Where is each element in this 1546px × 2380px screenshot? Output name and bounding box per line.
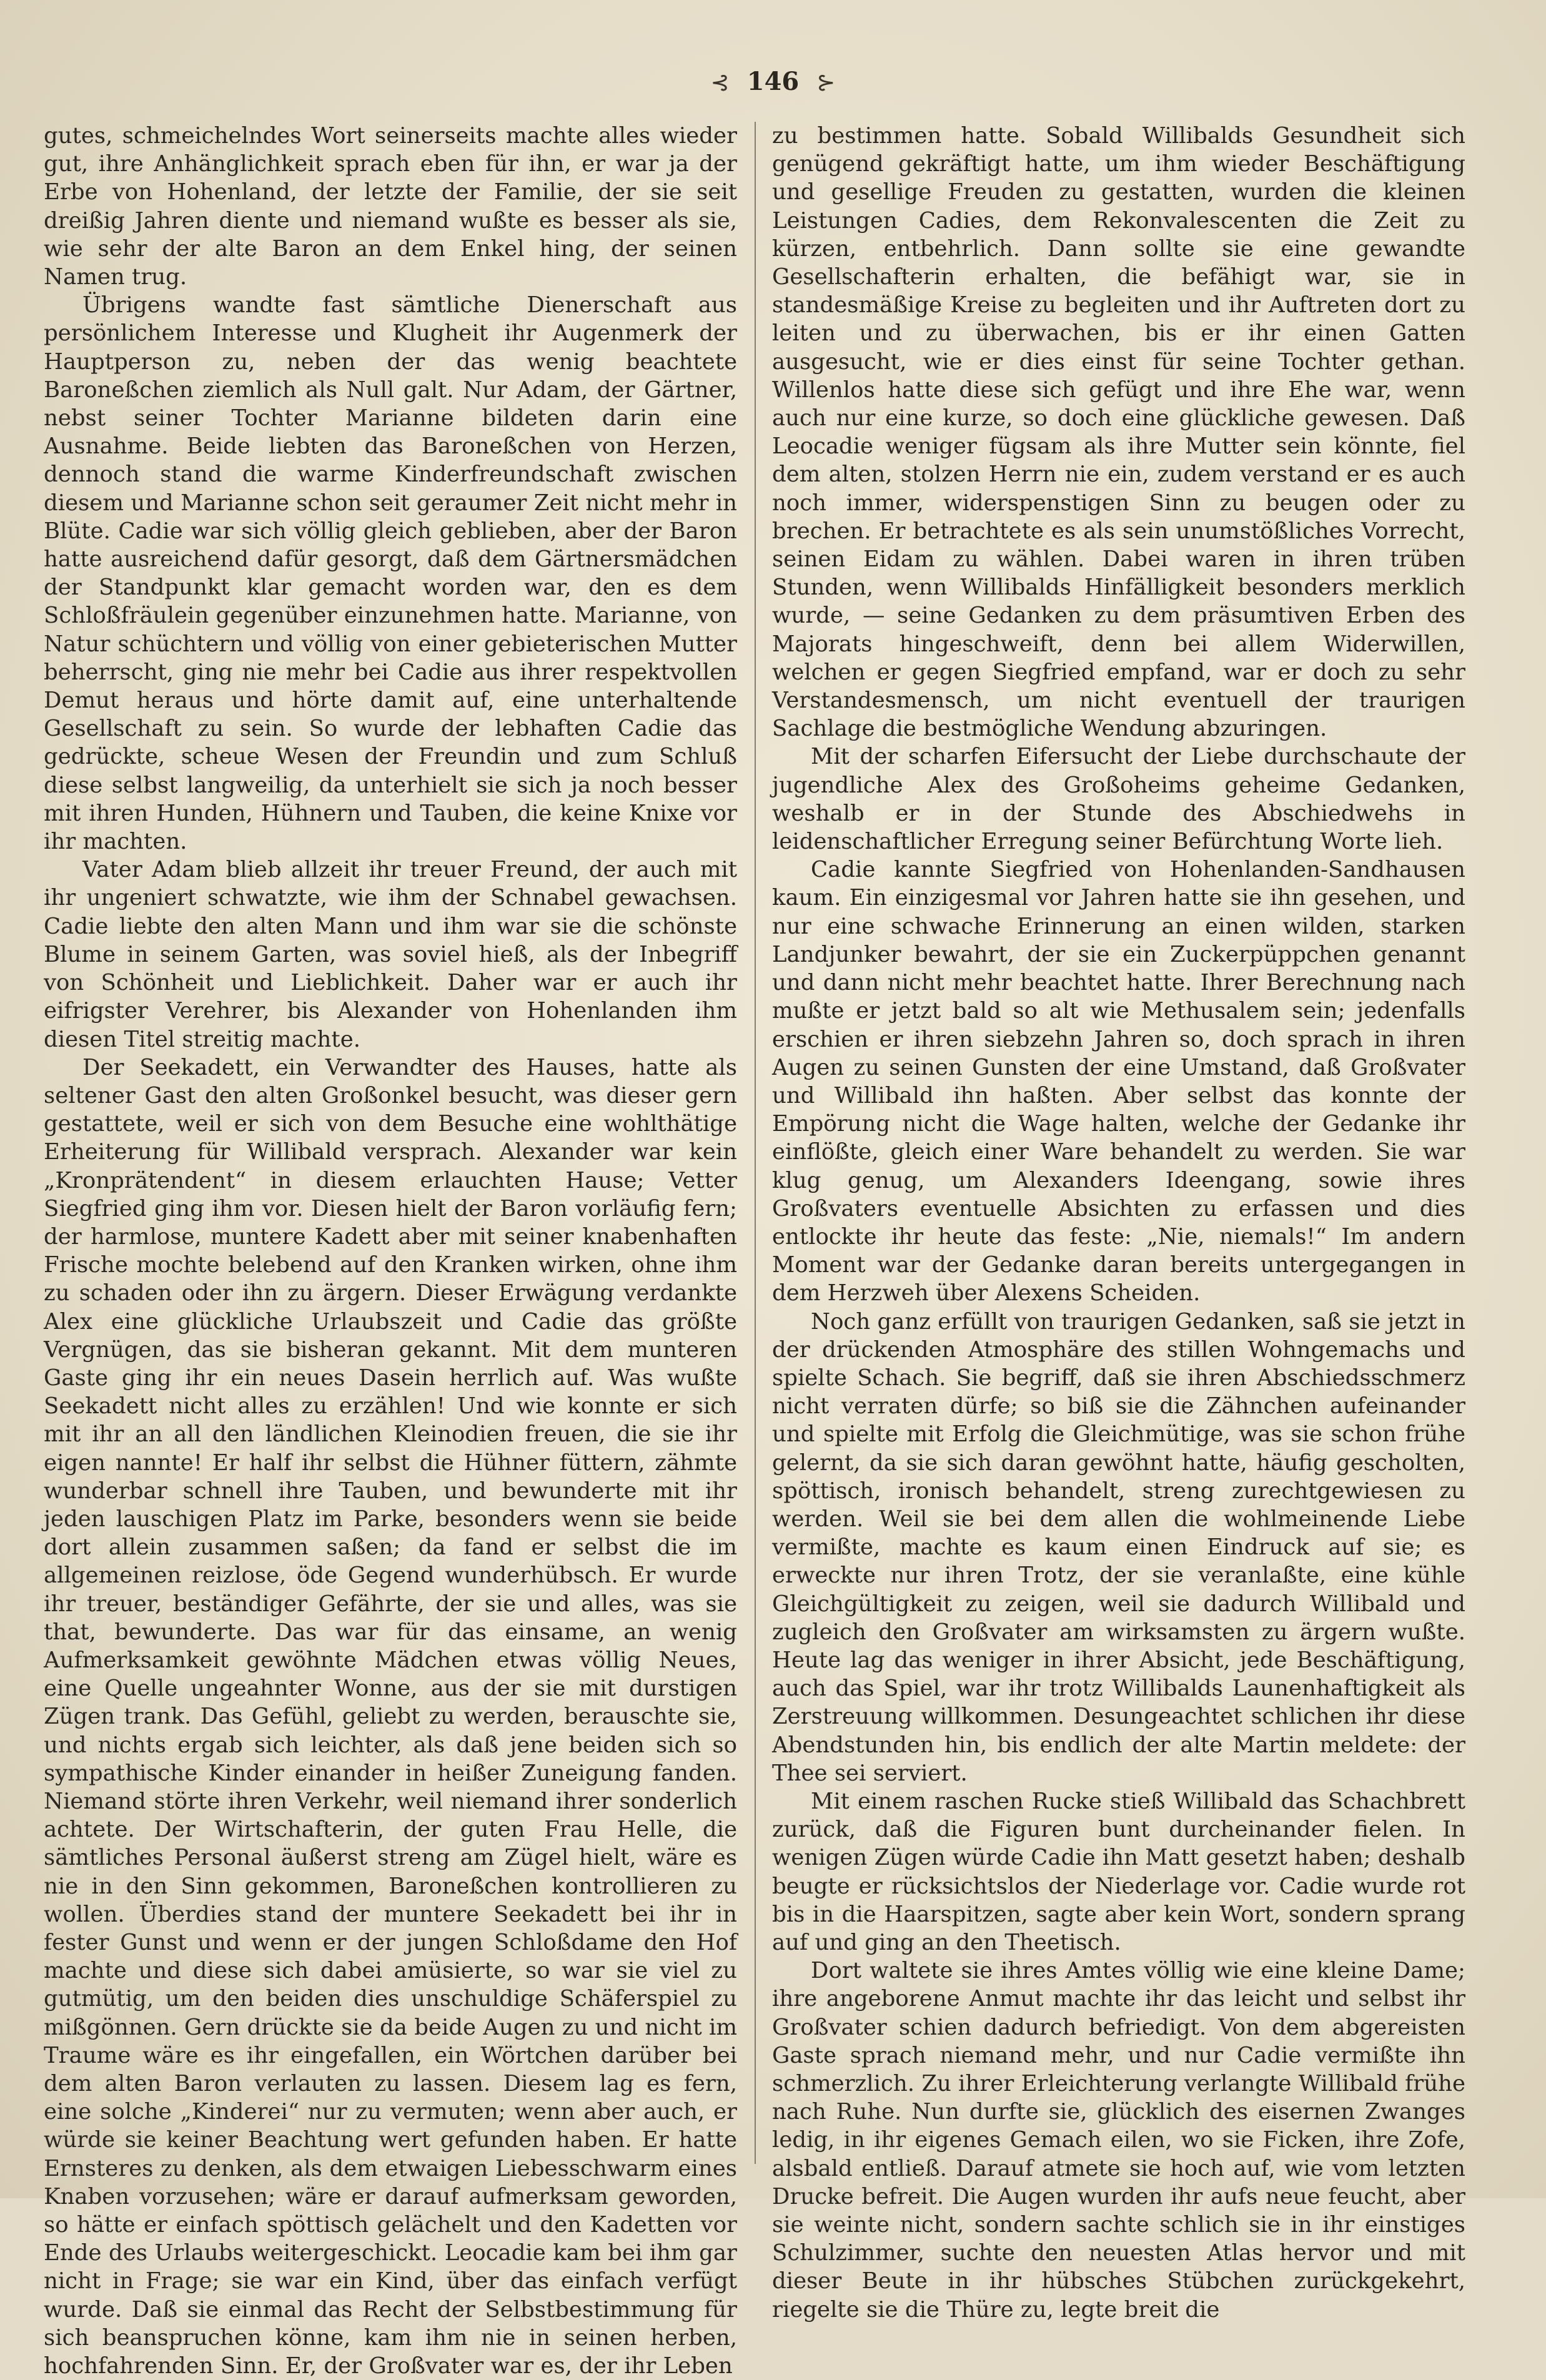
- paragraph: Dort waltete sie ihres Amtes völlig wie eine kleine Dame; ihre angeborene Anmut machte ihr das leicht und selbst ihr Großvater schien dadurch befriedigt. Von dem abgereisten Gaste sprach niemand mehr, und nur Cadie vermißte ihn schmerzlich. Zu ihrer Erleichterung verlangte Willibald frühe nach Ruhe. Nun durfte sie, glücklich des eisernen Zwanges ledig, in ihr eigenes Gemach eilen, wo sie Ficken, ihre Zofe, alsbald entließ. Darauf atmete sie hoch auf, wie vom letzten Drucke befreit. Die Augen wurden ihr aufs neue feucht, aber sie weinte nicht, sondern sachte schlich sie in ihr einstiges Schulzimmer, suchte den neuesten Atlas hervor und mit dieser Beute in ihr hübsches Stübchen zurückgekehrt, riegelte sie die Thüre zu, legte breit die: [772, 1958, 1465, 2323]
- page-number: 146: [746, 67, 800, 96]
- paragraph: Mit einem raschen Rucke stieß Willibald das Schachbrett zurück, daß die Figuren bunt durcheinander fielen. In wenigen Zügen würde Cadie ihn Matt gesetzt haben; deshalb beugte er rücksichtslos der Niederlage vor. Cadie wurde rot bis in die Haarspitzen, sagte aber kein Wort, sondern sprang auf und ging an den Theetisch.: [772, 1788, 1465, 1955]
- page-header: [0, 60, 1546, 104]
- paragraph: Cadie kannte Siegfried von Hohenlanden-Sandhausen kaum. Ein einzigesmal vor Jahren hatte sie ihn gesehen, und nur eine schwache Erinnerung an einen wilden, starken Landjunker bewahrt, der sie ein Zuckerpüppchen genannt und dann nicht mehr beachtet hatte. Ihrer Berechnung nach mußte er jetzt bald so alt wie Methusalem sein; jedenfalls erschien er ihren siebzehn Jahren so, doch sprach in ihren Augen zu seinen Gunsten der eine Umstand, daß Großvater und Willibald ihn haßten. Aber selbst das konnte der Empörung nicht die Wage halten, welche der Gedanke ihr einflößte, gleich einer Ware behandelt zu werden. Sie war klug genug, um Alexanders Ideengang, sowie ihres Großvaters eventuelle Absichten zu erfassen und dies entlockte ihr heute das feste: „Nie, niemals!“ Im andern Moment war der Gedanke daran bereits untergegangen in dem Herzweh über Alexens Scheiden.: [772, 857, 1465, 1306]
- ornament-right-icon: ⊱: [816, 70, 836, 96]
- ornament-left-icon: ⊰: [710, 70, 730, 96]
- right-column: [772, 122, 1465, 2323]
- paragraph: Noch ganz erfüllt von traurigen Gedanken, saß sie jetzt in der drückenden Atmosphäre des stillen Wohngemachs und spielte Schach. Sie begriff, daß sie ihren Abschiedsschmerz nicht verraten dürfe; so biß sie die Zähnchen aufeinander und spielte mit Erfolg die Gleichmütige, was sie schon frühe gelernt, da sie sich daran gewöhnt hatte, häufig gescholten, spöttisch, ironisch behandelt, streng zurechtgewiesen zu werden. Weil sie bei dem allen die wohlmeinende Liebe vermißte, machte es kaum einen Eindruck auf sie; es erweckte nur ihren Trotz, der sie veranlaßte, eine kühle Gleichgültigkeit zu zeigen, weil sie dadurch Willibald und zugleich den Großvater am wirksamsten zu ärgern wußte. Heute lag das weniger in ihrer Absicht, jede Beschäftigung, auch das Spiel, war ihr trotz Willibalds Launenhaftigkeit als Zerstreuung willkommen. Desungeachtet schlichen ihr diese Abendstunden hin, bis endlich der alte Martin meldete: der Thee sei serviert.: [772, 1308, 1465, 1786]
- paragraph: Übrigens wandte fast sämtliche Dienerschaft aus persönlichem Interesse und Klugheit ihr Augenmerk der Hauptperson zu, neben der das wenig beachtete Baroneßchen ziemlich als Null galt. Nur Adam, der Gärtner, nebst seiner Tochter Marianne bildeten darin eine Ausnahme. Beide liebten das Baroneßchen von Herzen, dennoch stand die warme Kinderfreundschaft zwischen diesem und Marianne schon seit geraumer Zeit nicht mehr in Blüte. Cadie war sich völlig gleich geblieben, aber der Baron hatte ausreichend dafür gesorgt, daß dem Gärtnersmädchen der Standpunkt klar gemacht worden war, den es dem Schloßfräulein gegenüber einzunehmen hatte. Marianne, von Natur schüchtern und völlig von einer gebieterischen Mutter beherrscht, ging nie mehr bei Cadie aus ihrer respektvollen Demut heraus und hörte damit auf, eine unterhaltende Gesellschaft zu sein. So wurde der lebhaften Cadie das gedrückte, scheue Wesen der Freundin und zum Schluß diese selbst langweilig, da unterhielt sie sich ja noch besser mit ihren Hunden, Hühnern und Tauben, die keine Knixe vor ihr machten.: [44, 292, 737, 855]
- column-divider: [755, 122, 756, 2164]
- paragraph: zu bestimmen hatte. Sobald Willibalds Gesundheit sich genügend gekräftigt hatte, um ihm wieder Beschäftigung und gesellige Freuden zu gestatten, wurden die kleinen Leistungen Cadies, dem Rekonvalescenten die Zeit zu kürzen, entbehrlich. Dann sollte sie eine gewandte Gesellschafterin erhalten, die befähigt war, sie in standesmäßige Kreise zu begleiten und ihr Auftreten dort zu leiten und zu überwachen, bis er ihr einen Gatten ausgesucht, wie er dies einst für seine Tochter gethan. Willenlos hatte diese sich gefügt und ihre Ehe war, wenn auch nur eine kurze, so doch eine glückliche gewesen. Daß Leocadie weniger fügsam als ihre Mutter sein könnte, fiel dem alten, stolzen Herrn nie ein, zudem verstand er es auch noch immer, widerspenstigen Sinn zu beugen oder zu brechen. Er betrachtete es als sein unumstößliches Vorrecht, seinen Eidam zu wählen. Dabei waren in ihren trüben Stunden, wenn Willibalds Hinfälligkeit besonders merklich wurde, — seine Gedanken zu dem präsumtiven Erben des Majorats hingeschweift, denn bei allem Widerwillen, welchen er gegen Siegfried empfand, war er doch zu sehr Verstandesmensch, um nicht eventuell der traurigen Sachlage die bestmögliche Wendung abzuringen.: [772, 123, 1465, 742]
- paragraph: Mit der scharfen Eifersucht der Liebe durchschaute der jugendliche Alex des Großoheims geheime Gedanken, weshalb er in der Stunde des Abschiedwehs in leidenschaftlicher Erregung seiner Befürchtung Worte lieh.: [772, 744, 1465, 855]
- paragraph: Der Seekadett, ein Verwandter des Hauses, hatte als seltener Gast den alten Großonkel besucht, was dieser gern gestattete, weil er sich von dem Besuche eine wohlthätige Erheiterung für Willibald versprach. Alexander war kein „Kronprätendent“ in diesem erlauchten Hause; Vetter Siegfried ging ihm vor. Diesen hielt der Baron vorläufig fern; der harmlose, muntere Kadett aber mit seiner knabenhaften Frische mochte belebend auf den Kranken wirken, ohne ihm zu schaden oder ihn zu ärgern. Dieser Erwägung verdankte Alex eine glückliche Urlaubszeit und Cadie das größte Vergnügen, das sie bisheran gekannt. Mit dem munteren Gaste ging ihr ein neues Dasein herrlich auf. Was wußte Seekadett nicht alles zu erzählen! Und wie konnte er sich mit ihr an all den ländlichen Kleinodien freuen, die sie ihr eigen nannte! Er half ihr selbst die Hühner füttern, zähmte wunderbar schnell ihre Tauben, und bewunderte mit ihr jeden lauschigen Platz im Parke, besonders wenn sie beide dort allein zusammen saßen; da fand er selbst die im allgemeinen reizlose, öde Gegend wunderhübsch. Er wurde ihr treuer, beständiger Gefährte, der sie und alles, was sie that, bewunderte. Das war für das einsame, an wenig Aufmerksamkeit gewöhnte Mädchen etwas völlig Neues, eine Quelle ungeahnter Wonne, aus der sie mit durstigen Zügen trank. Das Gefühl, geliebt zu werden, berauschte sie, und nichts ergab sich leichter, als daß jene beiden sich so sympathische Kinder einander in heißer Zuneigung fanden. Niemand störte ihren Verkehr, weil niemand ihrer sonderlich achtete. Der Wirtschafterin, der guten Frau Helle, die sämtliches Personal äußerst streng am Zügel hielt, wäre es nie in den Sinn gekommen, Baroneßchen kontrollieren zu wollen. Überdies stand der muntere Seekadett bei ihr in fester Gunst und wenn er der jungen Schloßdame den Hof machte und diese sich dabei amüsierte, so war sie viel zu gutmütig, um den beiden dies unschuldige Schäferspiel zu mißgönnen. Gern drückte sie da beide Augen zu und nicht im Traume wäre es ihr eingefallen, ein Wörtchen darüber bei dem alten Baron verlauten zu lassen. Diesem lag es fern, eine solche „Kinderei“ nur zu vermuten; wenn aber auch, er würde sie keiner Beachtung wert gefunden haben. Er hatte Ernsteres zu denken, als dem etwaigen Liebesschwarm eines Knaben vorzusehen; wäre er darauf aufmerksam geworden, so hätte er einfach spöttisch gelächelt und den Kadetten vor Ende des Urlaubs weitergeschickt. Leocadie kam bei ihm gar nicht in Frage; sie war ein Kind, über das einfach verfügt wurde. Daß sie einmal das Recht der Selbstbestimmung für sich beanspruchen könne, kam ihm nie in seinen herben, hochfahrenden Sinn. Er, der Großvater war es, der ihr Leben: [44, 1054, 737, 2379]
- paragraph: Vater Adam blieb allzeit ihr treuer Freund, der auch mit ihr ungeniert schwatzte, wie ihm der Schnabel gewachsen. Cadie liebte den alten Mann und ihm war sie die schönste Blume in seinem Garten, was soviel hieß, als der Inbegriff von Schönheit und Lieblichkeit. Daher war er auch ihr eifrigster Verehrer, bis Alexander von Hohenlanden ihm diesen Titel streitig machte.: [44, 857, 737, 1052]
- paragraph: gutes, schmeichelndes Wort seinerseits machte alles wieder gut, ihre Anhänglichkeit sprach eben für ihn, er war ja der Erbe von Hohenland, der letzte der Familie, der sie seit dreißig Jahren diente und niemand wußte es besser als sie, wie sehr der alte Baron an dem Enkel hing, der seinen Namen trug.: [44, 123, 737, 290]
- left-column: [44, 122, 737, 2379]
